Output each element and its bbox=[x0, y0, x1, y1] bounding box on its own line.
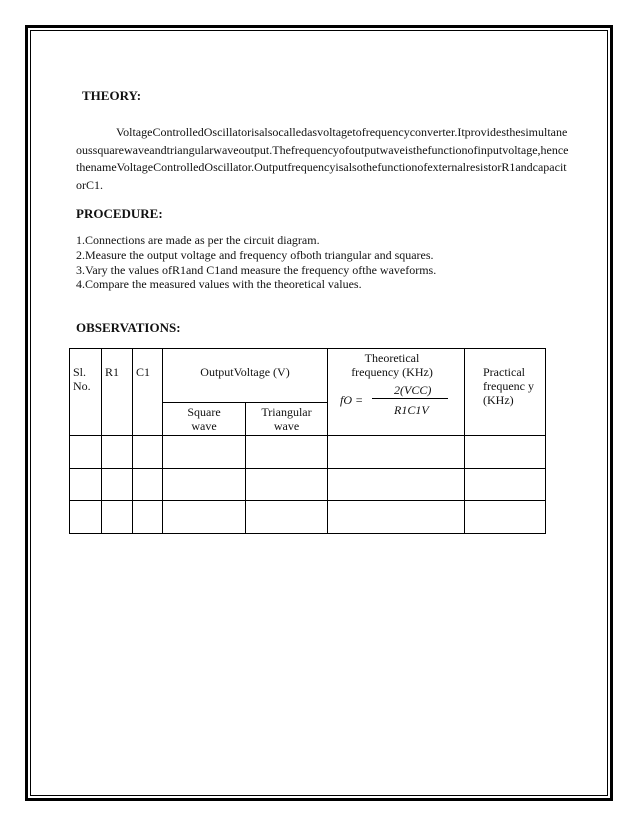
table-row bbox=[70, 501, 546, 534]
table-row bbox=[70, 436, 546, 469]
frequency-formula bbox=[328, 381, 464, 431]
observations-table bbox=[69, 348, 546, 534]
procedure-step: 1.Connections are made as per the circuit diagram. bbox=[76, 233, 320, 247]
procedure-step: 4.Compare the measured values with the theoretical values. bbox=[76, 277, 362, 292]
formula-denominator: R1C1V bbox=[394, 403, 429, 417]
formula-numerator: 2(VCC) bbox=[394, 383, 432, 397]
header-practical: Practical frequenc y (KHz) bbox=[465, 349, 546, 436]
header-theoretical: Theoretical frequency (KHz) fO = 2(VCC) R1C1V bbox=[328, 349, 465, 436]
theory-heading: THEORY: bbox=[82, 88, 142, 103]
header-square-wave: Square wave bbox=[163, 403, 246, 436]
header-r1: R1 bbox=[102, 349, 133, 436]
procedure-heading: PROCEDURE: bbox=[76, 206, 163, 221]
procedure-step: 2.Measure the output voltage and frequency ofboth triangular and squares. bbox=[76, 247, 434, 262]
header-sl-no: Sl. No. bbox=[70, 349, 102, 436]
observations-heading: OBSERVATIONS: bbox=[76, 320, 181, 335]
formula-fraction-bar bbox=[372, 398, 448, 399]
table-row bbox=[70, 469, 546, 501]
header-c1: C1 bbox=[133, 349, 163, 436]
procedure-step: 3.Vary the values ofR1and C1and measure the frequency ofthe waveforms. bbox=[76, 262, 437, 277]
procedure-steps bbox=[76, 233, 436, 292]
header-triangular-wave: Triangular wave bbox=[246, 403, 328, 436]
formula-lhs: fO = bbox=[340, 393, 364, 407]
theory-paragraph: VoltageControlledOscillatorisalsocalledasvoltagetofrequencyconverter.Itprovidesthesimultaneoussquarewaveandtriangularwaveoutput.Thefrequencyofoutputwaveisthefunctionofinputvoltage,hencethenameVoltageControlledOscillator.OutputfrequencyisalsothefunctionofexternalresistorR1andcapacitorC1. bbox=[76, 125, 569, 192]
header-output-voltage: OutputVoltage (V) bbox=[163, 349, 328, 403]
